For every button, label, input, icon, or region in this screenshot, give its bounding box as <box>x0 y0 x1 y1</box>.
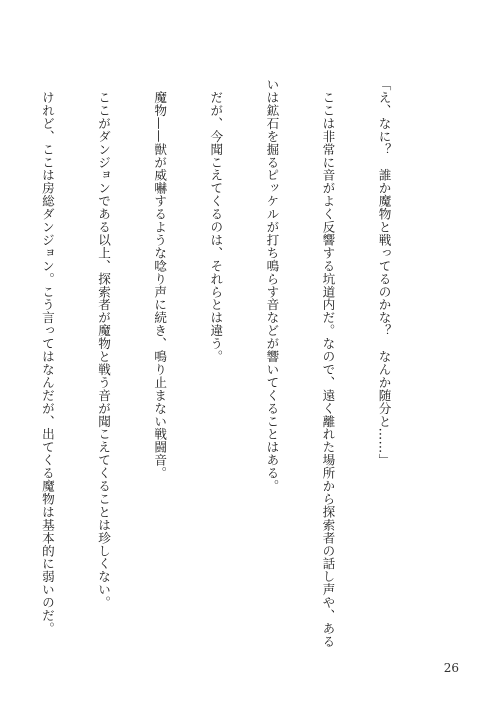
text-line-3: いは鉱石を掘るピッケルが打ち鳴らす音などが響いてくることはある。 <box>264 78 280 493</box>
text-line-6: ここがダンジョンである以上、探索者が魔物と戦う音が聞こえてくることは珍しくない。 <box>96 78 112 609</box>
text-line-7: けれど、ここは房総ダンジョン。こう言ってはなんだが、出てくる魔物は基本的に弱いのだ。 <box>39 78 55 635</box>
text-line-1: 「え、なに？ 誰か魔物と戦ってるのかな？ なんか随分と……」 <box>376 78 392 467</box>
page-number: 26 <box>443 661 459 675</box>
vertical-text-body <box>39 78 430 658</box>
text-line-5: 魔物——獣が威嚇するような唸り声に続き、鳴り止まない戦闘音。 <box>152 78 168 480</box>
text-line-2: ここは非常に音がよく反響する坑道内だ。なので、遠く離れた場所から探索者の話し声や、ある <box>320 78 336 648</box>
text-line-4: だが、今聞こえてくるのは、それらとは違う。 <box>208 78 224 363</box>
